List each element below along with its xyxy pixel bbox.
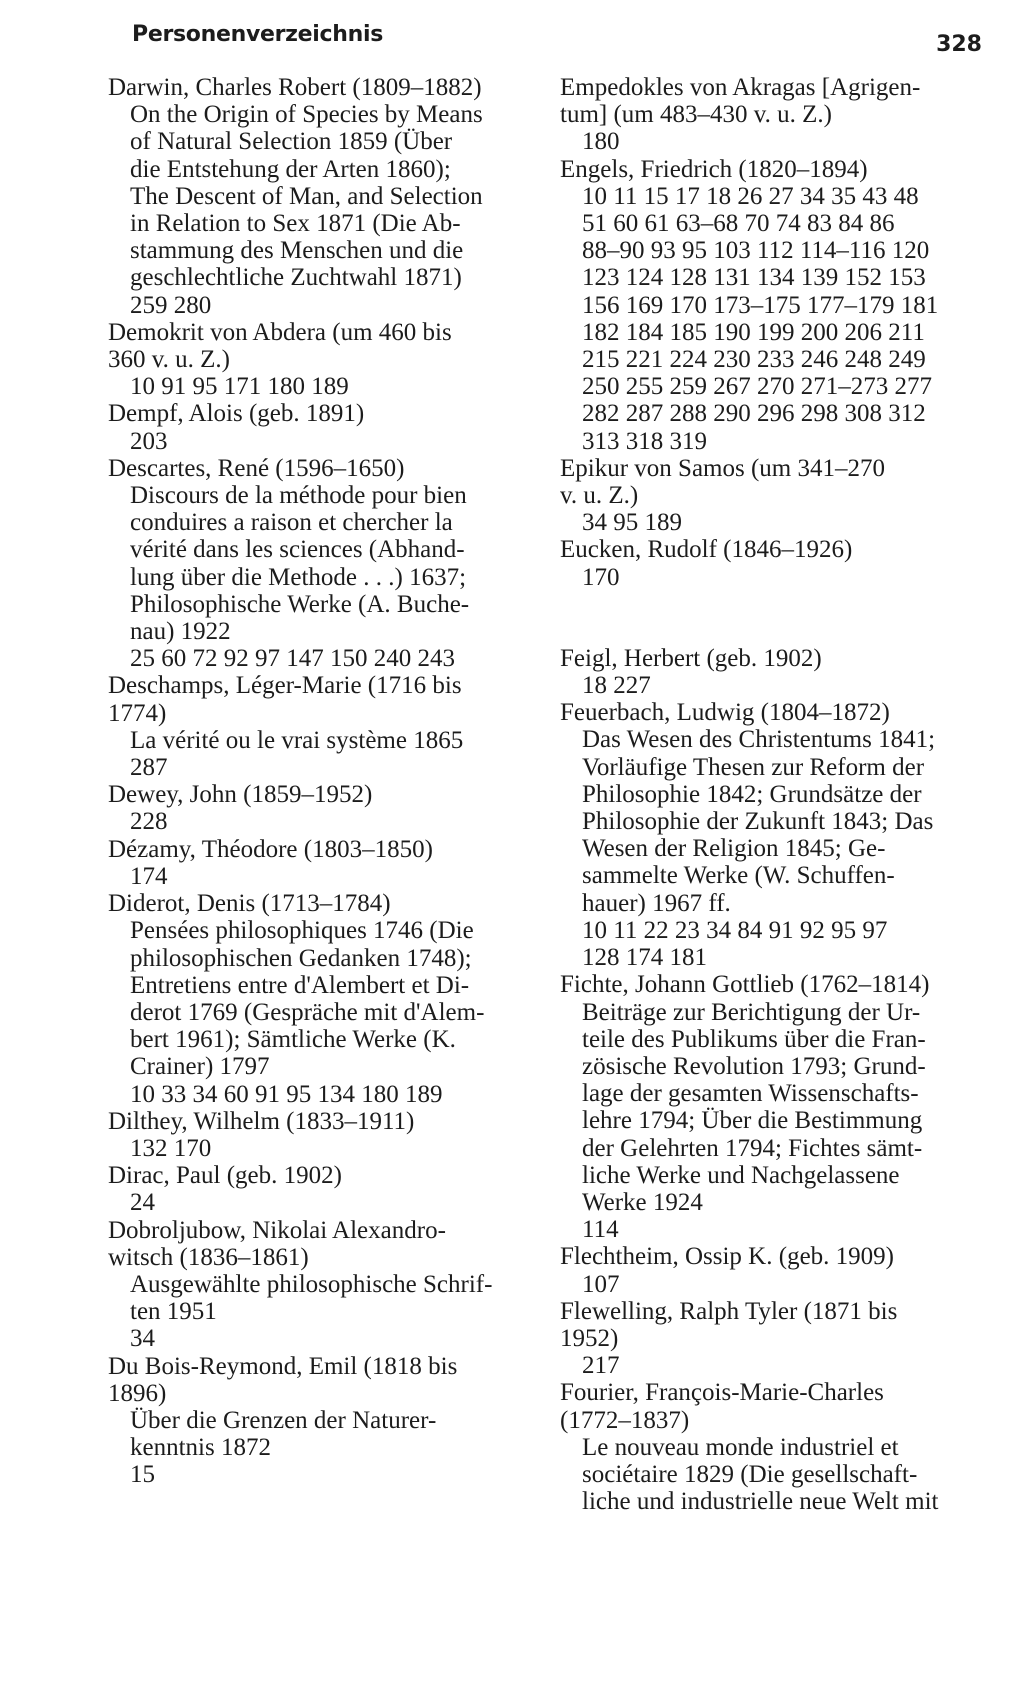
entry-name: 360 v. u. Z.) — [108, 346, 230, 374]
entry-works: of Natural Selection 1859 (Über — [130, 128, 453, 156]
entry-name: Empedokles von Akragas [Agrigen- — [560, 74, 921, 101]
index-entry — [560, 1243, 985, 1297]
entry-name: Feigl, Herbert (geb. 1902) — [560, 644, 822, 672]
index-entry — [108, 890, 538, 1108]
entry-pages: 203 — [130, 427, 168, 455]
entry-works: Über die Grenzen der Naturer- — [130, 1406, 437, 1434]
entry-works: Crainer) 1797 — [130, 1053, 270, 1081]
index-entry — [108, 400, 538, 454]
entry-pages: 18 227 — [582, 672, 651, 700]
index-entry — [560, 156, 985, 455]
section-gap — [560, 591, 985, 645]
index-entry — [560, 455, 985, 537]
entry-pages: 24 — [130, 1189, 155, 1217]
entry-pages: 128 174 181 — [582, 944, 707, 972]
entry-name: Du Bois-Reymond, Emil (1818 bis — [108, 1352, 458, 1380]
entry-name: (1772–1837) — [560, 1406, 690, 1434]
index-entry — [108, 781, 538, 835]
index-entry — [560, 1298, 985, 1380]
index-entry — [560, 1379, 985, 1515]
entry-name: Epikur von Samos (um 341–270 — [560, 454, 885, 482]
entry-works: geschlechtliche Zuchtwahl 1871) — [130, 264, 462, 292]
entry-works: der Gelehrten 1794; Fichtes sämt- — [582, 1134, 923, 1162]
index-entry — [560, 645, 985, 699]
entry-name: 1774) — [108, 699, 167, 727]
entry-name: Deschamps, Léger-Marie (1716 bis — [108, 672, 462, 700]
entry-pages: 174 — [130, 862, 168, 890]
entry-pages: 170 — [582, 563, 620, 591]
entry-name: Dirac, Paul (geb. 1902) — [108, 1162, 342, 1190]
entry-pages: 259 280 — [130, 291, 212, 319]
entry-name: Eucken, Rudolf (1846–1926) — [560, 536, 853, 564]
entry-works: Vorläufige Thesen zur Reform der — [582, 753, 925, 781]
entry-works: vérité dans les sciences (Abhand- — [130, 536, 465, 564]
entry-works: Philosophie der Zukunft 1843; Das — [582, 808, 934, 836]
index-column-left — [108, 74, 538, 1489]
entry-works: Philosophie 1842; Grundsätze der — [582, 780, 922, 808]
entry-name: Dempf, Alois (geb. 1891) — [108, 400, 365, 428]
entry-pages: 287 — [130, 754, 168, 782]
entry-name: Diderot, Denis (1713–1784) — [108, 890, 391, 918]
entry-works: Das Wesen des Christentums 1841; — [582, 726, 936, 754]
entry-works: derot 1769 (Gespräche mit d'Alem- — [130, 998, 485, 1026]
entry-works: philosophischen Gedanken 1748); — [130, 944, 472, 972]
entry-works: zösische Revolution 1793; Grund- — [582, 1052, 926, 1080]
entry-works: liche Werke und Nachgelassene — [582, 1161, 900, 1189]
index-entry — [108, 1353, 538, 1489]
entry-name: Dobroljubow, Nikolai Alexandro- — [108, 1216, 446, 1244]
entry-name: Dilthey, Wilhelm (1833–1911) — [108, 1107, 415, 1135]
entry-works: lage der gesamten Wissenschafts- — [582, 1080, 919, 1108]
entry-name: Darwin, Charles Robert (1809–1882) — [108, 74, 482, 101]
entry-name: Fichte, Johann Gottlieb (1762–1814) — [560, 971, 930, 999]
entry-works: liche und industrielle neue Welt mit — [582, 1488, 939, 1516]
page-title: Personenverzeichnis — [132, 22, 384, 47]
index-section-f — [560, 645, 985, 1516]
entry-name: Flechtheim, Ossip K. (geb. 1909) — [560, 1243, 894, 1271]
entry-works: Le nouveau monde industriel et — [582, 1433, 899, 1461]
entry-works: On the Origin of Species by Means — [130, 101, 483, 129]
index-entry — [108, 74, 538, 319]
entry-pages: 34 — [130, 1325, 155, 1353]
entry-pages: 180 — [582, 128, 620, 156]
entry-pages: 107 — [582, 1270, 620, 1298]
entry-works: die Entstehung der Arten 1860); — [130, 155, 451, 183]
entry-works: Entretiens entre d'Alembert et Di- — [130, 971, 470, 999]
entry-name: Fourier, François-Marie-Charles — [560, 1379, 884, 1407]
entry-works: teile des Publikums über die Fran- — [582, 1025, 926, 1053]
entry-works: in Relation to Sex 1871 (Die Ab- — [130, 210, 461, 238]
entry-name: Dewey, John (1859–1952) — [108, 781, 373, 809]
entry-works: lung über die Methode . . .) 1637; — [130, 563, 467, 591]
entry-pages: 10 33 34 60 91 95 134 180 189 — [130, 1080, 443, 1108]
index-column-right — [560, 74, 985, 1515]
entry-name: witsch (1836–1861) — [108, 1243, 309, 1271]
entry-works: lehre 1794; Über die Bestimmung — [582, 1107, 923, 1135]
entry-pages: 15 — [130, 1461, 155, 1489]
index-section-e — [560, 74, 985, 591]
entry-pages: 182 184 185 190 199 200 206 211 — [582, 318, 925, 346]
entry-pages: 282 287 288 290 296 298 308 312 — [582, 400, 926, 428]
entry-name: v. u. Z.) — [560, 482, 639, 510]
entry-name: Flewelling, Ralph Tyler (1871 bis — [560, 1297, 898, 1325]
entry-works: Pensées philosophiques 1746 (Die — [130, 917, 474, 945]
entry-pages: 250 255 259 267 270 271–273 277 — [582, 373, 932, 401]
entry-pages: 114 — [582, 1216, 619, 1244]
page-number: 328 — [936, 32, 982, 57]
entry-pages: 10 91 95 171 180 189 — [130, 373, 349, 401]
entry-works: Beiträge zur Berichtigung der Ur- — [582, 998, 921, 1026]
index-entry — [560, 74, 985, 156]
index-entry — [560, 971, 985, 1243]
entry-name: Engels, Friedrich (1820–1894) — [560, 155, 868, 183]
entry-name: tum] (um 483–430 v. u. Z.) — [560, 101, 832, 129]
entry-pages: 156 169 170 173–175 177–179 181 — [582, 291, 939, 319]
entry-works: stammung des Menschen und die — [130, 237, 464, 265]
entry-works: hauer) 1967 ff. — [582, 889, 731, 917]
entry-pages: 88–90 93 95 103 112 114–116 120 — [582, 237, 930, 265]
entry-works: Philosophische Werke (A. Buche- — [130, 590, 470, 618]
entry-pages: 25 60 72 92 97 147 150 240 243 — [130, 645, 455, 673]
index-entry — [108, 1162, 538, 1216]
entry-pages: 10 11 22 23 34 84 91 92 95 97 — [582, 916, 888, 944]
entry-pages: 215 221 224 230 233 246 248 249 — [582, 346, 926, 374]
entry-works: Wesen der Religion 1845; Ge- — [582, 835, 886, 863]
entry-works: nau) 1922 — [130, 618, 231, 646]
entry-pages: 123 124 128 131 134 139 152 153 — [582, 264, 926, 292]
entry-works: conduires a raison et chercher la — [130, 509, 453, 537]
entry-works: sammelte Werke (W. Schuffen- — [582, 862, 895, 890]
index-entry — [108, 1217, 538, 1353]
index-entry — [108, 1108, 538, 1162]
index-entry — [560, 536, 985, 590]
entry-name: 1896) — [108, 1379, 167, 1407]
entry-works: Werke 1924 — [582, 1188, 703, 1216]
index-entry — [108, 672, 538, 781]
entry-name: 1952) — [560, 1324, 619, 1352]
entry-works: ten 1951 — [130, 1298, 217, 1326]
entry-pages: 228 — [130, 808, 168, 836]
entry-pages: 10 11 15 17 18 26 27 34 35 43 48 — [582, 182, 919, 210]
entry-name: Demokrit von Abdera (um 460 bis — [108, 318, 452, 346]
entry-pages: 313 318 319 — [582, 427, 707, 455]
entry-pages: 132 170 — [130, 1134, 212, 1162]
entry-works: sociétaire 1829 (Die gesellschaft- — [582, 1460, 918, 1488]
entry-name: Descartes, René (1596–1650) — [108, 454, 405, 482]
entry-name: Feuerbach, Ludwig (1804–1872) — [560, 699, 890, 727]
entry-pages: 217 — [582, 1352, 620, 1380]
index-entry — [560, 699, 985, 971]
entry-pages: 34 95 189 — [582, 509, 682, 537]
index-entry — [108, 836, 538, 890]
entry-works: The Descent of Man, and Selection — [130, 182, 483, 210]
index-entry — [108, 319, 538, 401]
entry-works: Ausgewählte philosophische Schrif- — [130, 1270, 493, 1298]
entry-works: kenntnis 1872 — [130, 1434, 271, 1462]
entry-works: bert 1961); Sämtliche Werke (K. — [130, 1026, 456, 1054]
entry-works: La vérité ou le vrai système 1865 — [130, 726, 464, 754]
page-header — [132, 22, 982, 62]
entry-works: Discours de la méthode pour bien — [130, 482, 467, 510]
entry-name: Dézamy, Théodore (1803–1850) — [108, 835, 433, 863]
entry-pages: 51 60 61 63–68 70 74 83 84 86 — [582, 210, 895, 238]
index-entry — [108, 455, 538, 673]
